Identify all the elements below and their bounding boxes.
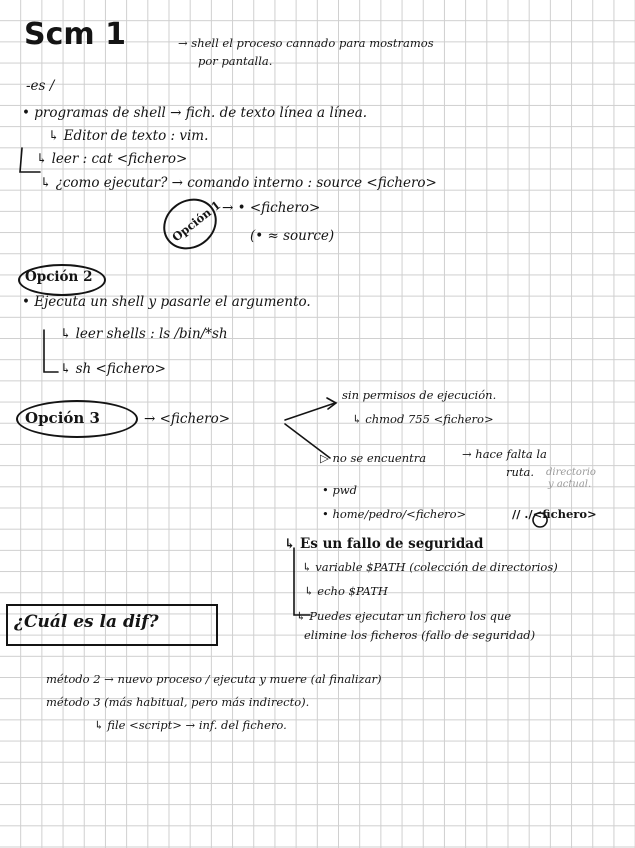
sh-fichero-line: ↳ sh <fichero> bbox=[60, 361, 166, 377]
home-line: • home/pedro/<fichero> bbox=[322, 507, 467, 521]
title-note-line1: → shell el proceso cannado para mostramos bbox=[178, 36, 434, 50]
puedes-line-2: elimine los ficheros (fallo de seguridad) bbox=[304, 628, 536, 642]
cual-dif-label: ¿Cuál es la dif? bbox=[14, 612, 159, 632]
ruta-line: ruta. bbox=[506, 465, 535, 479]
gray-note-1: directorio bbox=[546, 467, 596, 478]
variable-path-line: ↳ variable $PATH (colección de directorios) bbox=[302, 560, 558, 574]
arrow-up bbox=[285, 403, 335, 420]
leer-shells-line: ↳ leer shells : ls /bin/*sh bbox=[60, 326, 228, 342]
opcion1-label: Opción 1 bbox=[169, 197, 224, 245]
es-line: -es / bbox=[26, 78, 55, 94]
gray-note-2: y actual. bbox=[548, 479, 592, 490]
programas-bullet: • programas de shell → fich. de texto línea a línea. bbox=[22, 105, 368, 121]
opcion1-b: (• ≈ source) bbox=[250, 228, 335, 244]
opcion1-a: → • <fichero> bbox=[222, 200, 321, 216]
home-alt-line: // ./<fichero> bbox=[512, 507, 597, 521]
metodo3-line: método 3 (más habitual, pero más indirecto). bbox=[46, 695, 310, 709]
bracket-opcion2 bbox=[44, 330, 58, 372]
opcion3-label: Opción 3 bbox=[25, 409, 100, 427]
editor-line: ↳ Editor de texto : vim. bbox=[48, 128, 209, 144]
puedes-line-1: ↳ Puedes ejecutar un fichero los que bbox=[296, 609, 512, 623]
opcion3-fichero: → <fichero> bbox=[144, 411, 231, 427]
echo-path-line: ↳ echo $PATH bbox=[304, 584, 388, 598]
opcion2-label: Opción 2 bbox=[25, 269, 93, 285]
pwd-line: • pwd bbox=[322, 483, 358, 497]
sin-permisos-line: sin permisos de ejecución. bbox=[342, 388, 497, 402]
chmod-line: ↳ chmod 755 <fichero> bbox=[352, 412, 494, 426]
no-encuentra-line: ▷ no se encuentra bbox=[320, 451, 427, 465]
file-script-line: ↳ file <script> → inf. del fichero. bbox=[94, 718, 287, 732]
seguridad-title: ↳ Es un fallo de seguridad bbox=[284, 536, 484, 552]
hace-falta-line: → hace falta la bbox=[462, 447, 547, 461]
opcion2-line: • Ejecuta un shell y pasarle el argumento. bbox=[22, 294, 311, 310]
bracket-seguridad bbox=[294, 548, 310, 615]
ejecutar-line: ↳ ¿como ejecutar? → comando interno : source <fichero> bbox=[40, 175, 437, 191]
title-note-line2: por pantalla. bbox=[198, 54, 273, 68]
leer-line: ↳ leer : cat <fichero> bbox=[36, 151, 188, 167]
metodo2-line: método 2 → nuevo proceso / ejecuta y muere (al finalizar) bbox=[46, 672, 382, 686]
page-title: Scm 1 bbox=[24, 17, 126, 52]
